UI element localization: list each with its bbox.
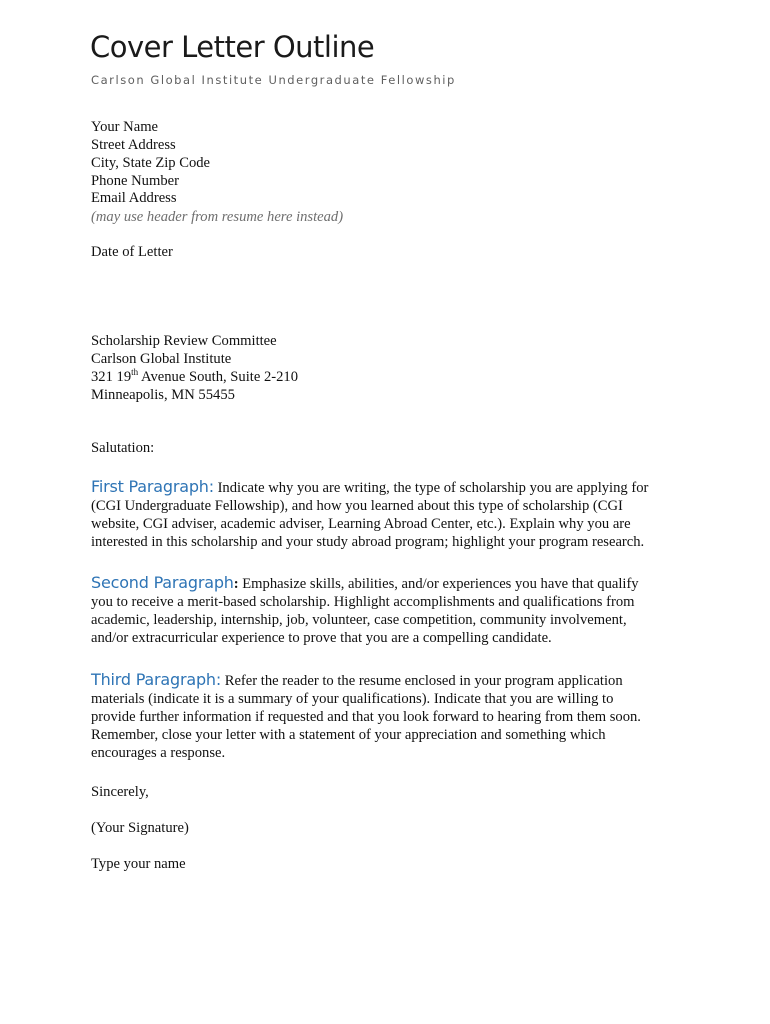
sender-phone: Phone Number	[91, 173, 179, 189]
recipient-address-number: 321 19	[91, 369, 132, 385]
closing: Sincerely,	[91, 784, 149, 800]
paragraph-heading-colon: :	[208, 477, 214, 496]
paragraph-line: you to receive a merit-based scholarship. Highlight accomplishments and qualifications from	[91, 594, 635, 610]
recipient-line-2: Carlson Global Institute	[91, 351, 232, 367]
typed-name: Type your name	[91, 856, 186, 872]
third-paragraph	[91, 671, 681, 762]
paragraph-line: (CGI Undergraduate Fellowship), and how you learned about this type of scholarship (CGI	[91, 498, 623, 514]
paragraph-heading: First Paragraph	[91, 477, 209, 496]
recipient-address	[91, 368, 298, 386]
recipient-line-1: Scholarship Review Committee	[91, 333, 277, 349]
paragraph-text: Refer the reader to the resume enclosed in your program application	[221, 673, 623, 689]
paragraph-line: academic, leadership, internship, job, volunteer, case competition, community involvement,	[91, 612, 627, 628]
sender-email: Email Address	[91, 190, 177, 206]
paragraph-line: provide further information if requested and that you look forward to hearing from them soon.	[91, 709, 641, 725]
paragraph-heading: Second Paragraph	[91, 573, 234, 592]
recipient-city: Minneapolis, MN 55455	[91, 387, 235, 403]
recipient-address-suffix: th	[131, 367, 139, 377]
paragraph-heading-colon: :	[215, 670, 222, 689]
paragraph-text: Emphasize skills, abilities, and/or experiences you have that qualify	[238, 576, 639, 592]
sender-street: Street Address	[91, 137, 176, 153]
paragraph-line: interested in this scholarship and your study abroad program; highlight your program research.	[91, 534, 645, 550]
first-paragraph	[91, 478, 681, 551]
paragraph-heading: Third Paragraph	[91, 670, 216, 689]
paragraph-heading-colon: :	[233, 576, 239, 592]
paragraph-line	[91, 478, 681, 497]
paragraph-line: Remember, close your letter with a statement of your appreciation and something which	[91, 727, 606, 743]
document-subtitle: Carlson Global Institute Undergraduate Fellowship	[91, 73, 456, 87]
paragraph-line: and/or extracurricular experience to prove that you are a compelling candidate.	[91, 630, 552, 646]
paragraph-text: Indicate why you are writing, the type of scholarship you are applying for	[213, 480, 649, 496]
paragraph-line	[91, 574, 681, 593]
paragraph-line: website, CGI adviser, academic adviser, Learning Abroad Center, etc.). Explain why you are	[91, 516, 631, 532]
second-paragraph	[91, 574, 681, 647]
paragraph-line: encourages a response.	[91, 745, 226, 761]
signature-placeholder: (Your Signature)	[91, 820, 189, 836]
sender-name: Your Name	[91, 119, 159, 135]
paragraph-line: materials (indicate it is a summary of your qualifications). Indicate that you are willing to	[91, 691, 614, 707]
sender-city-state-zip: City, State Zip Code	[91, 155, 211, 171]
letter-date: Date of Letter	[91, 244, 173, 260]
recipient-address-rest: Avenue South, Suite 2-210	[138, 369, 299, 385]
document-title: Cover Letter Outline	[90, 30, 375, 64]
salutation: Salutation:	[91, 440, 155, 456]
sender-header-note: (may use header from resume here instead)	[91, 209, 344, 225]
paragraph-line	[91, 671, 681, 690]
